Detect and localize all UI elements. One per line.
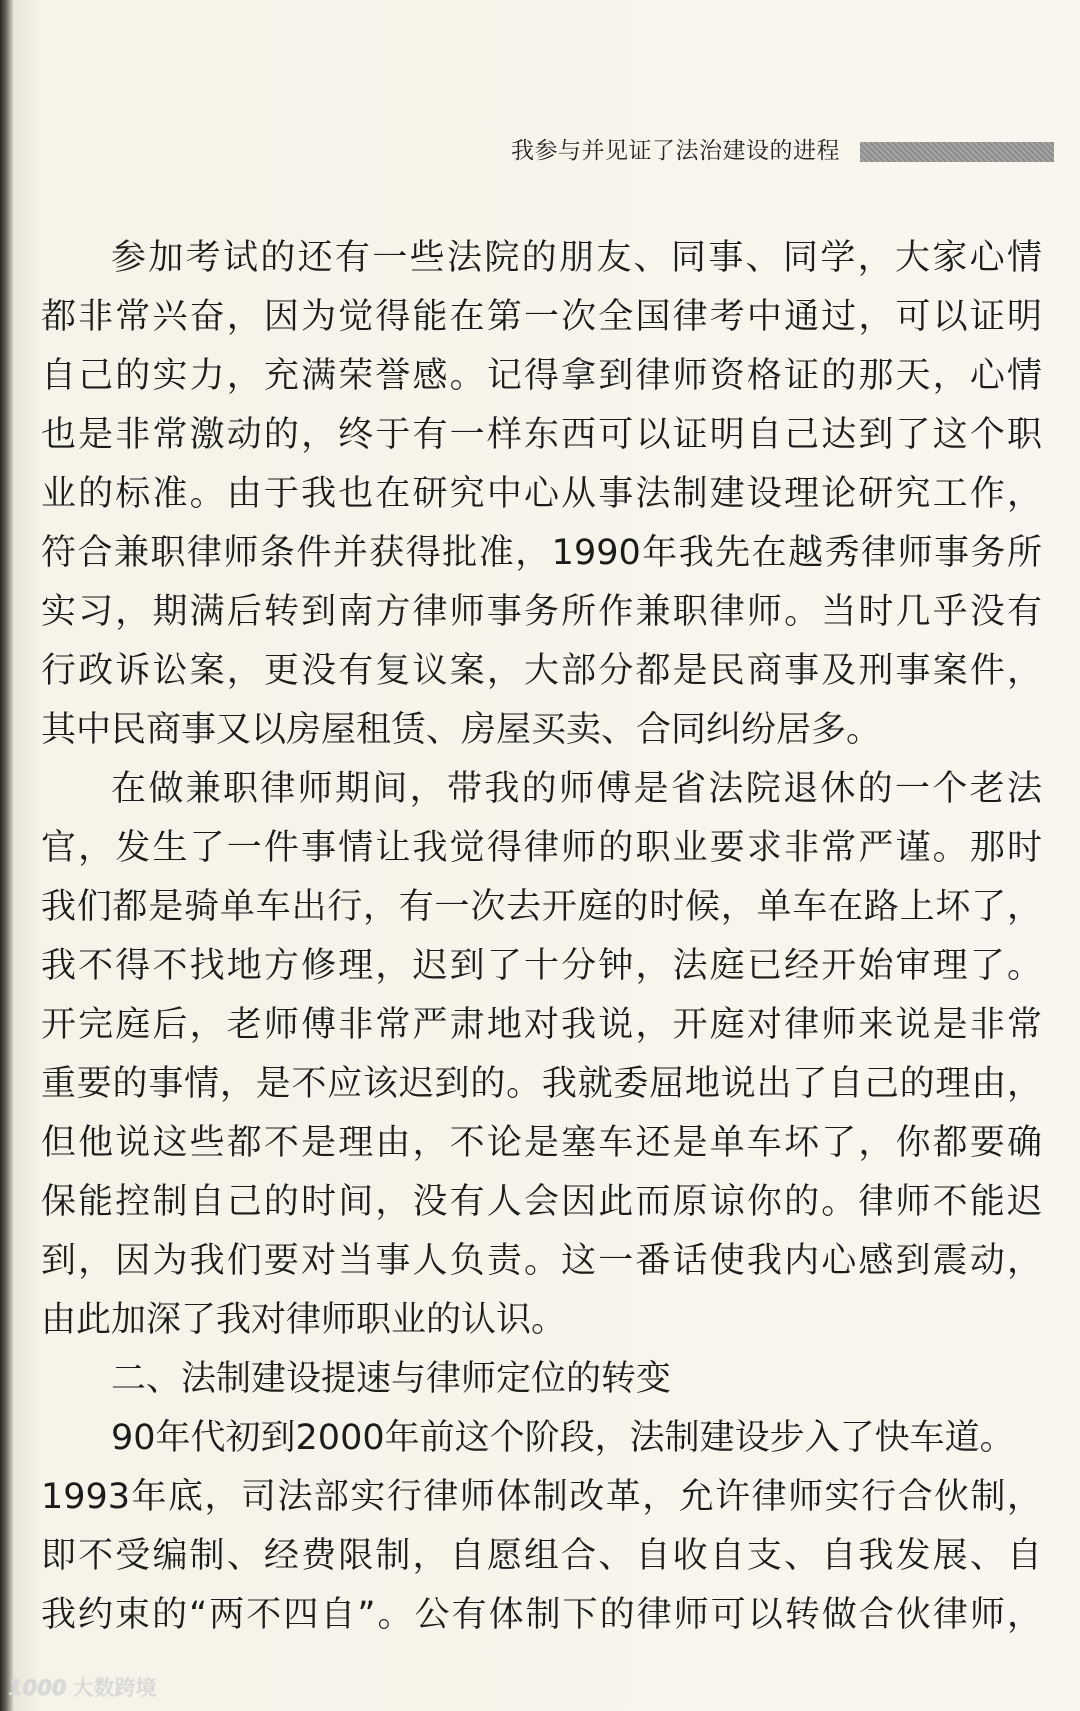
text-line: 我们都是骑单车出行，有一次去开庭的时候，单车在路上坏了， [41,887,1042,927]
text-line: 在做兼职律师期间，带我的师傅是省法院退休的一个老法 [111,769,1042,809]
text-line: 行政诉讼案，更没有复议案，大部分都是民商事及刑事案件， [41,651,1042,691]
text-line: 业的标准。由于我也在研究中心从事法制建设理论研究工作， [41,474,1042,514]
text-line: 1993年底，司法部实行律师体制改革，允许律师实行合伙制， [41,1477,1042,1517]
watermark-text: 大数跨境 [72,1676,157,1700]
text-line: 但他说这些都不是理由，不论是塞车还是单车坏了，你都要确 [41,1123,1042,1163]
header-decor-bar [860,142,1054,162]
text-line: 自己的实力，充满荣誉感。记得拿到律师资格证的那天，心情 [41,356,1042,396]
running-header [0,136,1080,166]
text-line: 实习，期满后转到南方律师事务所作兼职律师。当时几乎没有 [41,592,1042,632]
text-line: 到，因为我们要对当事人负责。这一番话使我内心感到震动， [41,1241,1042,1281]
text-line: 保能控制自己的时间，没有人会因此而原谅你的。律师不能迟 [41,1182,1042,1222]
running-title: 我参与并见证了法治建设的进程 [511,138,840,164]
page-body [41,229,1042,1645]
text-line: 都非常兴奋，因为觉得能在第一次全国律考中通过，可以证明 [41,297,1042,337]
text-line: 其中民商事又以房屋租赁、房屋买卖、合同纠纷居多。 [41,710,882,750]
section-heading: 二、法制建设提速与律师定位的转变 [111,1359,672,1399]
text-line: 符合兼职律师条件并获得批准，1990年我先在越秀律师事务所 [41,533,1042,573]
text-line: 开完庭后，老师傅非常严肃地对我说，开庭对律师来说是非常 [41,1005,1042,1045]
text-line: 也是非常激动的，终于有一样东西可以证明自己达到了这个职 [41,415,1042,455]
watermark-logo: 1000 [8,1676,67,1700]
text-line: 参加考试的还有一些法院的朋友、同事、同学，大家心情 [111,238,1042,278]
text-line: 我约束的“两不四自”。公有体制下的律师可以转做合伙律师， [41,1595,1042,1635]
text-line: 我不得不找地方修理，迟到了十分钟，法庭已经开始审理了。 [41,946,1042,986]
text-line: 重要的事情，是不应该迟到的。我就委屈地说出了自己的理由， [41,1064,1042,1104]
text-line: 由此加深了我对律师职业的认识。 [41,1300,567,1340]
watermark [8,1672,156,1702]
text-line: 90年代初到2000年前这个阶段，法制建设步入了快车道。 [111,1418,1015,1458]
text-line: 官，发生了一件事情让我觉得律师的职业要求非常严谨。那时 [41,828,1042,868]
text-line: 即不受编制、经费限制，自愿组合、自收自支、自我发展、自 [41,1536,1042,1576]
